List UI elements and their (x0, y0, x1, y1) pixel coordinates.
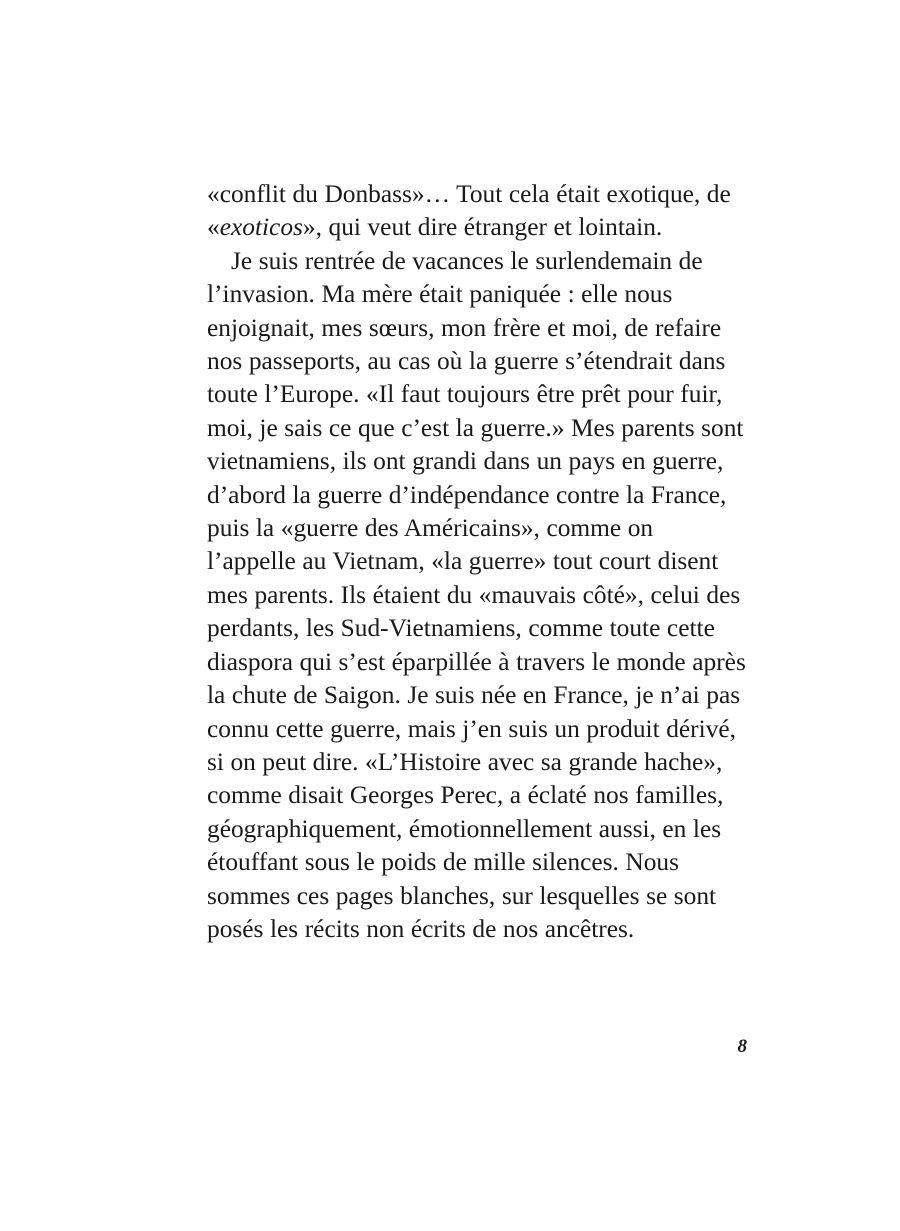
paragraph-segment: «conflit du Donbass»… Tout cela était exotique, de « (207, 180, 731, 242)
paragraph (207, 178, 747, 245)
body-text-block (207, 178, 747, 946)
paragraph (207, 245, 747, 947)
paragraph-segment: », qui veut dire étranger et lointain. (302, 213, 663, 242)
paragraph-segment: Je suis rentrée de vacances le surlendemain de l’invasion. Ma mère était paniquée : elle nous enjoignait, mes sœurs, mon frère et moi, de refaire nos passeports, au cas où la guerre s’étendrait dans toute l’Europe. «Il faut toujours être prêt pour fuir, moi, je sais ce que c’est la guerre.» Mes parents sont vietnamiens, ils ont grandi dans un pays en guerre, d’abord la guerre d’indépendance contre la France, puis la «guerre des Américains», comme on l’appelle au Vietnam, «la guerre» tout court disent mes parents. Ils étaient du «mauvais côté», celui des perdants, les Sud-Vietnamiens, comme toute cette diaspora qui s’est éparpillée à travers le monde après la chute de Saigon. Je suis née en France, je n’ai pas connu cette guerre, mais j’en suis un produit dérivé, si on peut dire. «L’Histoire avec sa grande hache», comme disait Georges Perec, a éclaté nos familles, géographiquement, émotionnellement aussi, en les étouffant sous le poids de mille silences. Nous sommes ces pages blanches, sur lesquelles se sont posés les récits non écrits de nos ancêtres. (207, 246, 746, 943)
paragraph-segment-italic: exoticos (219, 213, 303, 242)
page-number: 8 (737, 1036, 747, 1057)
